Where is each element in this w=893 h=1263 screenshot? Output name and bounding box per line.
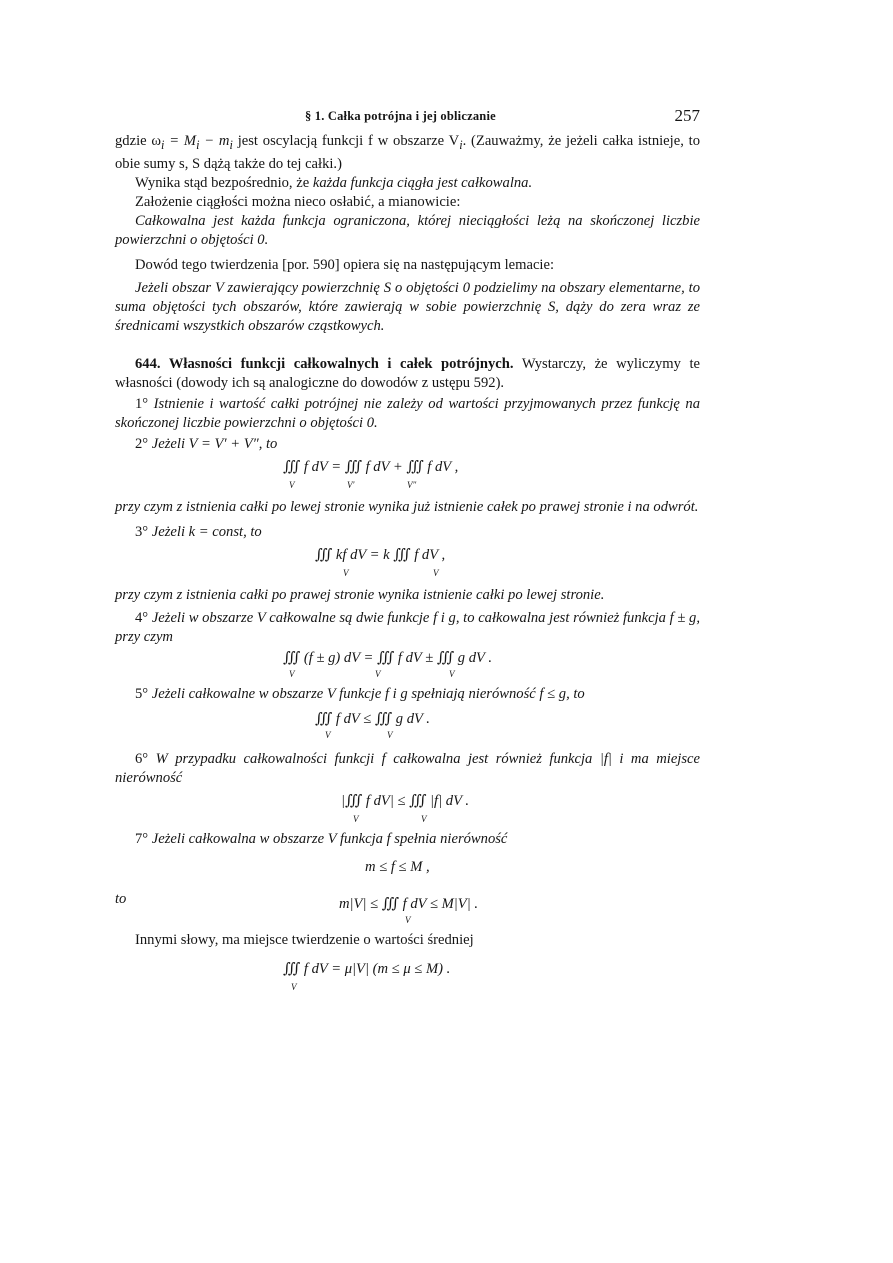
equation-mean-bounds: [115, 885, 700, 929]
item-number: 3°: [135, 523, 149, 540]
text-run: = M: [164, 133, 197, 149]
integral-domain: V: [387, 729, 393, 740]
item-text: Istnienie i wartość całki potrójnej nie zależy od wartości przyjmowanych przez funkcję na skończonej liczbie powierzchni o objętości 0.: [115, 395, 700, 431]
running-title: § 1. Całka potrójna i jej obliczanie: [305, 109, 496, 123]
item-text: Jeżeli całkowalne w obszarze V funkcje f i g spełniają nierówność f ≤ g, to: [148, 685, 585, 702]
property-3-note: przy czym z istnienia całki po prawej stronie wynika istnienie całki po lewej stronie.: [115, 586, 605, 603]
property-3: [115, 523, 700, 542]
formula: ∭ f dV ≤ ∭ g dV .: [315, 710, 430, 727]
equation-inequality: [115, 710, 700, 746]
property-6: [115, 750, 700, 788]
equation-absolute: [115, 792, 700, 830]
theorem-integrability: Całkowalna jest każda funkcja ograniczona, której nieciągłości leżą na skończonej liczbie powierzchni o objętości 0.: [115, 212, 700, 248]
integral-domain: V′: [347, 479, 355, 490]
item-number: 5°: [135, 685, 149, 702]
subscript: i: [196, 137, 200, 152]
theorem-text: każda funkcja ciągła jest całkowalna.: [312, 174, 533, 191]
text-run: gdzie ω: [115, 133, 162, 149]
integral-domain: V: [449, 668, 455, 679]
integral-domain: V: [375, 668, 381, 679]
integral-domain: V: [325, 729, 331, 740]
lemma-text: Jeżeli obszar V zawierający powierzchnię S o objętości 0 podzielimy na obszary elementarne, to suma objętości tych obszarów, które zawierają w sobie powierzchnię S, dąży do zera wraz ze średnicami wszystkich obszarów cząstkowych.: [115, 279, 700, 334]
formula: ∭ (f ± g) dV = ∭ f dV ± ∭ g dV .: [283, 649, 492, 666]
subscript: i: [161, 137, 165, 152]
integral-domain: V: [433, 567, 439, 578]
section-644: [115, 355, 700, 393]
property-1: [115, 395, 700, 433]
integral-domain: V: [291, 981, 297, 992]
integral-domain: V: [343, 567, 349, 578]
section-lead: Wystarczy, że wyliczymy te własności (dowody ich są analogiczne do dowodów z ustępu 592).: [115, 355, 700, 391]
item-number: 1°: [135, 395, 149, 412]
text-run: jest oscylacją funkcji f w obszarze V: [232, 133, 460, 149]
equation-constant-factor: [115, 546, 700, 586]
subscript: i: [229, 137, 233, 152]
integral-domain: V″: [407, 479, 417, 490]
item-text: Jeżeli całkowalna w obszarze V funkcja f spełnia nierówność: [148, 830, 508, 847]
paragraph-proof: Dowód tego twierdzenia [por. 590] opiera się na następującym lemacie:: [135, 256, 555, 273]
text-run: . (Zauważmy, że jeżeli całka istnieje, to obie sumy s, S dążą także do tej całki.): [115, 133, 701, 172]
paragraph-oscillation: [115, 132, 700, 174]
book-page: [115, 100, 700, 996]
equation-mean-value: [115, 956, 700, 996]
property-2-note: przy czym z istnienia całki po lewej stronie wynika już istnienie całek po prawej stronie i na odwrót.: [115, 498, 699, 515]
item-text: W przypadku całkowalności funkcji f całkowalna jest również funkcja |f| i ma miejsce nierówność: [115, 750, 700, 786]
item-number: 6°: [135, 750, 149, 767]
formula: ∭ f dV = μ|V| (m ≤ μ ≤ M) .: [283, 960, 451, 977]
integral-domain: V: [353, 813, 359, 824]
equation-sum: [115, 649, 700, 685]
item-text: Jeżeli w obszarze V całkowalne są dwie funkcje f i g, to całkowalna jest również funkcja f ± g, przy czym: [115, 609, 700, 645]
equation-additivity: [115, 458, 700, 498]
formula: m|V| ≤ ∭ f dV ≤ M|V| .: [339, 895, 479, 912]
text-run: Wynika stąd bezpośrednio, że: [135, 174, 313, 191]
property-7: [115, 830, 700, 849]
formula: |∭ f dV| ≤ ∭ |f| dV .: [341, 792, 470, 809]
item-text: Jeżeli k = const, to: [148, 523, 262, 540]
item-number: 2°: [135, 435, 149, 452]
integral-domain: V: [421, 813, 427, 824]
paragraph-mean-value: Innymi słowy, ma miejsce twierdzenie o wartości średniej: [135, 931, 474, 948]
item-number: 7°: [135, 830, 149, 847]
formula: ∭ f dV = ∭ f dV + ∭ f dV ,: [283, 458, 459, 475]
page-header: [115, 100, 700, 126]
integral-domain: V: [405, 914, 411, 925]
to-label: to: [115, 890, 127, 907]
item-text: Jeżeli V = V′ + V″, to: [148, 435, 278, 452]
item-number: 4°: [135, 609, 149, 626]
section-heading: 644. Własności funkcji całkowalnych i całek potrójnych.: [135, 355, 514, 372]
property-4: [115, 609, 700, 647]
formula: m ≤ f ≤ M ,: [365, 858, 430, 875]
integral-domain: V: [289, 668, 295, 679]
property-2: [115, 435, 700, 454]
subscript: i: [459, 137, 463, 152]
text-run: − m: [199, 133, 230, 149]
formula: ∭ kf dV = k ∭ f dV ,: [315, 546, 446, 563]
page-number: 257: [674, 106, 700, 125]
integral-domain: V: [289, 479, 295, 490]
equation-bounds: [115, 853, 700, 881]
paragraph-weaken: Założenie ciągłości można nieco osłabić, a mianowicie:: [135, 193, 461, 210]
property-5: [115, 685, 700, 704]
paragraph-continuity: [115, 174, 700, 193]
